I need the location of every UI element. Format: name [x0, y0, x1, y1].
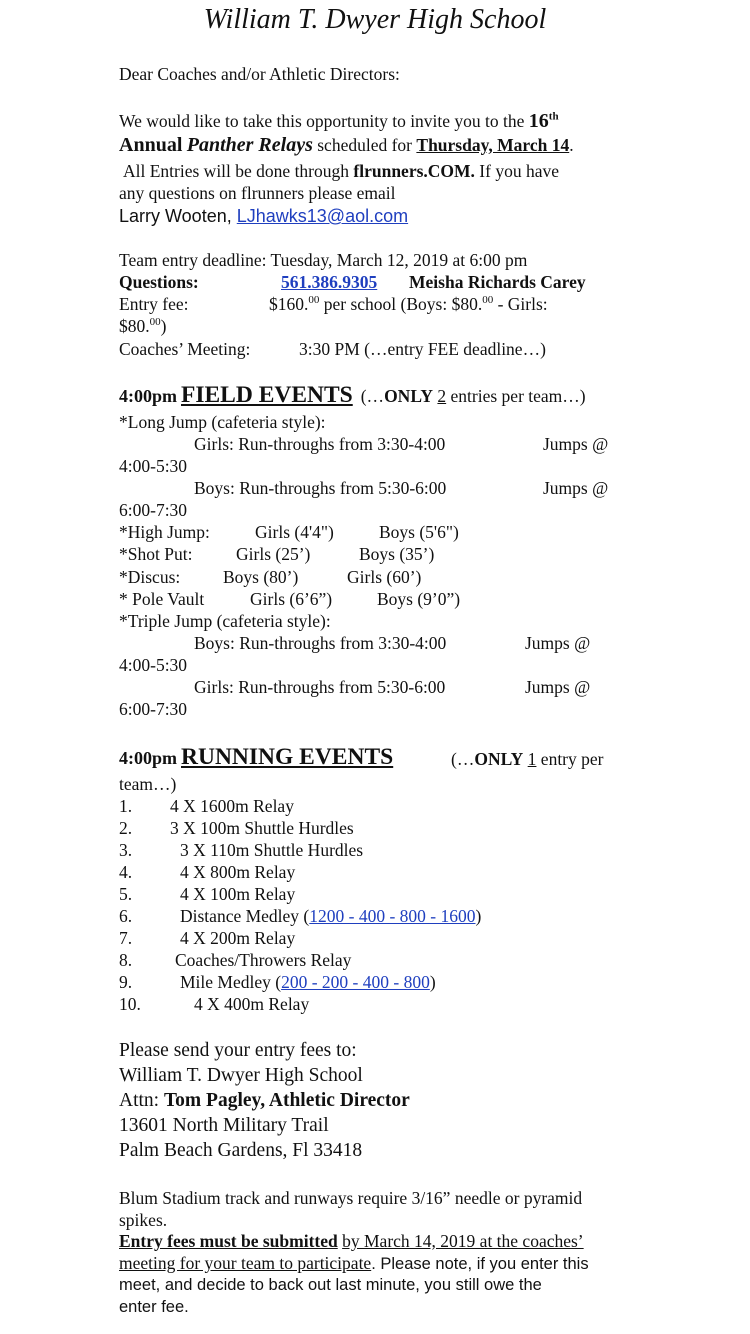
shot-put-boys: Boys (35’): [359, 544, 435, 564]
mile-medley-link[interactable]: 200 - 200 - 400 - 800: [281, 972, 430, 992]
ordinal-number: 16: [528, 110, 549, 132]
backout-note-line-3: enter fee.: [119, 1298, 189, 1316]
event-item: 3 X 110m Shuttle Hurdles: [180, 840, 364, 860]
field-note-count: 2: [437, 386, 447, 406]
fee-boys-cents: 00: [482, 294, 494, 307]
tj-boys-jumps: Jumps @: [525, 633, 591, 653]
fees-deadline: [119, 1230, 584, 1252]
fee-girls: $80.: [119, 316, 150, 336]
fees-deadline-tail: meeting for your team to participate: [119, 1253, 372, 1273]
entries-site: flrunners.COM.: [353, 161, 475, 181]
attn-name: Tom Pagley, Athletic Director: [163, 1090, 410, 1111]
tj-girls-jumps: Jumps @: [525, 677, 591, 697]
event-number: 2.: [119, 818, 133, 838]
running-note: [451, 748, 603, 770]
fee-value-line-2: [119, 315, 166, 337]
intro-line-4: any questions on flrunners please email: [119, 183, 396, 203]
field-note-tail: entries per team…): [450, 386, 586, 406]
meeting-label: Coaches’ Meeting:: [119, 339, 251, 359]
event-number: 1.: [119, 796, 133, 816]
event-item: [180, 905, 481, 927]
fees-deadline-line-2: [119, 1252, 589, 1276]
discus-label: *Discus:: [119, 567, 181, 587]
intro-line-3: [123, 160, 559, 182]
questions-name: Meisha Richards Carey: [409, 272, 586, 292]
event-item: 4 X 1600m Relay: [170, 796, 294, 816]
fee-close: ): [160, 316, 167, 336]
shot-put-girls: Girls (25’): [236, 544, 311, 564]
triple-jump-label: *Triple Jump (cafeteria style):: [119, 611, 331, 631]
running-time: 4:00pm: [119, 748, 177, 768]
event-number: 10.: [119, 994, 141, 1014]
lj-girls-time: 4:00-5:30: [119, 456, 188, 476]
field-note-open: (…: [360, 386, 385, 406]
questions-label: Questions:: [119, 272, 199, 292]
lj-boys-schedule: Boys: Run-throughs from 5:30-6:00: [194, 478, 447, 498]
field-events-heading: [119, 380, 586, 413]
intro-line-2: [119, 134, 574, 156]
field-time: 4:00pm: [119, 386, 177, 406]
mailing-line-2: William T. Dwyer High School: [119, 1065, 363, 1086]
intro-text: We would like to take this opportunity to invite you to the: [119, 111, 525, 131]
entries-text: All Entries will be done through: [123, 161, 350, 181]
running-note-only: ONLY: [474, 749, 524, 769]
annual-label: Annual: [119, 134, 183, 156]
event-number: 3.: [119, 840, 133, 860]
fee-label: Entry fee:: [119, 294, 189, 314]
running-note-line-2: team…): [119, 774, 177, 794]
event-item: [180, 971, 436, 993]
event-number: 9.: [119, 972, 133, 992]
event-name: Panther Relays: [186, 134, 313, 156]
tj-girls-schedule: Girls: Run-throughs from 5:30-6:00: [194, 677, 446, 697]
event-number: 5.: [119, 884, 133, 904]
mailing-line-1: Please send your entry fees to:: [119, 1040, 357, 1061]
fee-amount-cents: 00: [308, 294, 320, 307]
event-number: 7.: [119, 928, 133, 948]
event-item-text: Mile Medley (: [180, 972, 282, 992]
running-events-heading: [119, 742, 393, 775]
contact-line: [119, 204, 408, 228]
field-note-only: ONLY: [384, 386, 434, 406]
running-note-tail: entry per: [540, 749, 604, 769]
event-item: 3 X 100m Shuttle Hurdles: [170, 818, 354, 838]
ordinal: [529, 110, 559, 132]
high-jump-label: *High Jump:: [119, 522, 210, 542]
questions-phone-link[interactable]: 561.386.9305: [281, 272, 378, 292]
fee-girls-cents: 00: [149, 316, 161, 329]
backout-note-line-2: meet, and decide to back out last minute, you still owe the: [119, 1276, 542, 1294]
mailing-city: Palm Beach Gardens, Fl 33418: [119, 1140, 363, 1161]
running-title: RUNNING EVENTS: [181, 744, 394, 770]
event-item: 4 X 800m Relay: [180, 862, 296, 882]
field-note: [361, 386, 586, 406]
tj-boys-schedule: Boys: Run-throughs from 3:30-4:00: [194, 633, 447, 653]
running-note-open: (…: [451, 749, 475, 769]
event-number: 4.: [119, 862, 133, 882]
lj-boys-jumps: Jumps @: [543, 478, 609, 498]
contact-name: Larry Wooten,: [119, 206, 232, 226]
fees-deadline-text: by March 14, 2019 at the coaches’: [342, 1231, 584, 1251]
contact-email-link[interactable]: LJhawks13@aol.com: [236, 206, 409, 226]
tj-boys-time: 4:00-5:30: [119, 655, 188, 675]
field-title: FIELD EVENTS: [181, 382, 353, 408]
high-jump-boys: Boys (5'6"): [379, 522, 459, 542]
tj-girls-time: 6:00-7:30: [119, 699, 188, 719]
greeting: Dear Coaches and/or Athletic Directors:: [119, 64, 400, 84]
discus-boys: Boys (80’): [223, 567, 299, 587]
meeting-value: 3:30 PM (…entry FEE deadline…): [299, 339, 546, 359]
event-item: 4 X 400m Relay: [194, 994, 310, 1014]
high-jump-girls: Girls (4'4"): [255, 522, 334, 542]
event-item: 4 X 200m Relay: [180, 928, 296, 948]
event-number: 8.: [119, 950, 133, 970]
pole-vault-label: * Pole Vault: [119, 589, 205, 609]
fee-boys: per school (Boys: $80.: [323, 294, 483, 314]
lj-girls-schedule: Girls: Run-throughs from 3:30-4:00: [194, 434, 446, 454]
distance-medley-link[interactable]: 1200 - 400 - 800 - 1600: [309, 906, 476, 926]
entry-deadline: Team entry deadline: Tuesday, March 12, 2019 at 6:00 pm: [119, 250, 528, 270]
lj-boys-time: 6:00-7:30: [119, 500, 188, 520]
long-jump-label: *Long Jump (cafeteria style):: [119, 412, 326, 432]
event-item: Coaches/Throwers Relay: [175, 950, 352, 970]
lj-girls-jumps: Jumps @: [543, 434, 609, 454]
event-item-text: Distance Medley (: [180, 906, 310, 926]
attn-label: Attn:: [119, 1090, 160, 1111]
event-date: Thursday, March 14: [416, 135, 570, 155]
date-period: .: [569, 135, 574, 155]
running-note-count: 1: [527, 749, 537, 769]
discus-girls: Girls (60’): [347, 567, 422, 587]
event-item: 4 X 100m Relay: [180, 884, 296, 904]
event-item-close: ): [475, 906, 482, 926]
mailing-street: 13601 North Military Trail: [119, 1115, 329, 1136]
backout-note: . Please note, if you enter this: [371, 1255, 589, 1273]
entries-text-tail: If you have: [479, 161, 559, 181]
fee-amount: $160.: [269, 294, 309, 314]
scheduled-text: scheduled for: [317, 135, 413, 155]
mailing-attn: [119, 1088, 410, 1113]
event-item-close: ): [429, 972, 436, 992]
page-title: William T. Dwyer High School: [203, 4, 547, 35]
intro-line-1: [119, 110, 559, 132]
fee-value: [269, 293, 548, 315]
pole-vault-boys: Boys (9’0”): [377, 589, 461, 609]
spikes-note: Blum Stadium track and runways require 3/16” needle or pyramid: [119, 1188, 583, 1208]
spikes-note-line-2: spikes.: [119, 1210, 168, 1230]
fees-deadline-bold: Entry fees must be submitted: [119, 1231, 338, 1251]
fee-girls-label: - Girls:: [497, 294, 548, 314]
shot-put-label: *Shot Put:: [119, 544, 193, 564]
pole-vault-girls: Girls (6’6”): [250, 589, 333, 609]
event-number: 6.: [119, 906, 133, 926]
ordinal-suffix: th: [548, 110, 559, 123]
